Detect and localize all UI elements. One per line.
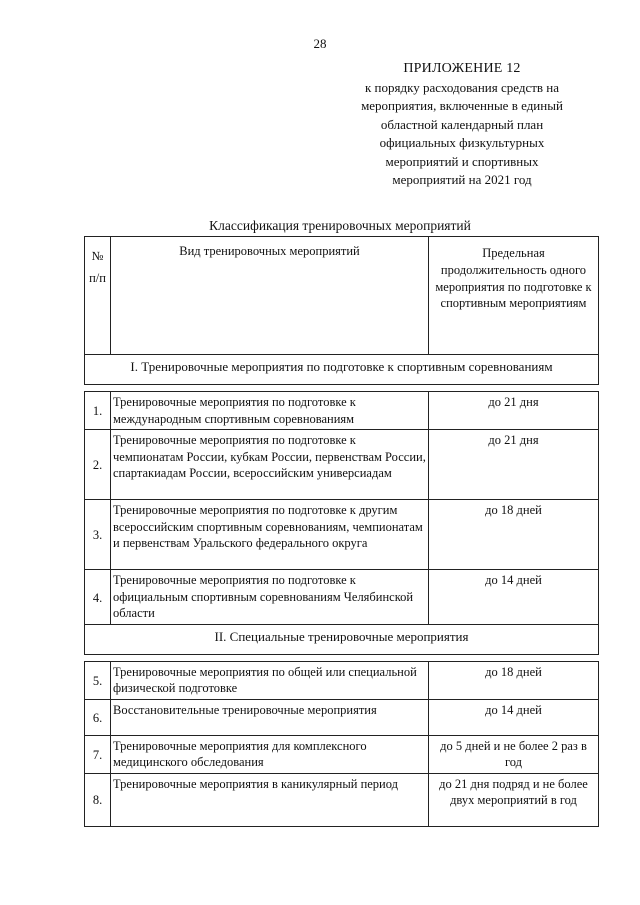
spacer [85, 654, 599, 661]
spacer-row [85, 385, 599, 392]
row-number: 5. [85, 661, 111, 699]
row-kind: Тренировочные мероприятия для комплексного медицинского обследования [111, 735, 429, 773]
table-row [85, 661, 599, 699]
spacer-row [85, 654, 599, 661]
row-duration: до 21 дня [429, 430, 599, 500]
row-number: 3. [85, 500, 111, 570]
section-title: I. Тренировочные мероприятия по подготовке к спортивным соревнованиям [85, 355, 599, 385]
appendix-line: мероприятий на 2021 год [392, 172, 532, 187]
appendix-block [320, 60, 604, 190]
header-kind: Вид тренировочных мероприятий [111, 237, 429, 355]
header-duration: Предельная продолжительность одного мероприятия по подготовке к спортивным мероприятиям [429, 237, 599, 355]
row-kind: Тренировочные мероприятия по общей или специальной физической подготовке [111, 661, 429, 699]
appendix-line: официальных физкультурных [379, 135, 545, 150]
table-row [85, 773, 599, 826]
row-kind: Тренировочные мероприятия в каникулярный период [111, 773, 429, 826]
row-duration: до 14 дней [429, 699, 599, 735]
table-row [85, 500, 599, 570]
section-title: II. Специальные тренировочные мероприятия [85, 624, 599, 654]
row-kind: Тренировочные мероприятия по подготовке к чемпионатам России, кубкам России, первенствам России, спартакиадам России, всероссийским универсиадам [111, 430, 429, 500]
table-row [85, 430, 599, 500]
row-duration: до 21 дня подряд и не более двух мероприятий в год [429, 773, 599, 826]
table-row [85, 699, 599, 735]
row-duration: до 5 дней и не более 2 раз в год [429, 735, 599, 773]
classification-table [84, 236, 599, 827]
row-number: 8. [85, 773, 111, 826]
row-kind: Тренировочные мероприятия по подготовке к другим всероссийским спортивным соревнованиям, чемпионатам и первенствам Уральского федерального округа [111, 500, 429, 570]
appendix-title: ПРИЛОЖЕНИЕ 12 [403, 61, 521, 76]
row-number: 6. [85, 699, 111, 735]
table-row [85, 570, 599, 625]
row-number: 4. [85, 570, 111, 625]
page-number: 28 [313, 36, 327, 51]
row-kind: Тренировочные мероприятия по подготовке к международным спортивным соревнованиям [111, 392, 429, 430]
row-number: 7. [85, 735, 111, 773]
table-row [85, 392, 599, 430]
row-kind: Восстановительные тренировочные мероприятия [111, 699, 429, 735]
appendix-line: областной календарный план [380, 116, 544, 132]
row-kind: Тренировочные мероприятия по подготовке к официальным спортивным соревнованиям Челябинской области [111, 570, 429, 625]
spacer [85, 385, 599, 392]
appendix-line: мероприятий и спортивных [385, 153, 539, 169]
header-number-sign: № [91, 249, 104, 263]
header-number [85, 237, 111, 355]
row-duration: до 18 дней [429, 500, 599, 570]
table-row [85, 735, 599, 773]
section-row [85, 355, 599, 385]
row-duration: до 14 дней [429, 570, 599, 625]
row-duration: до 21 дня [429, 392, 599, 430]
appendix-line: к порядку расходования средств на [364, 79, 560, 95]
document-title: Классификация тренировочных мероприятий [209, 218, 471, 233]
row-number: 1. [85, 392, 111, 430]
row-duration: до 18 дней [429, 661, 599, 699]
section-row [85, 624, 599, 654]
header-number-pp: п/п [89, 271, 106, 285]
table-header-row [85, 237, 599, 355]
row-number: 2. [85, 430, 111, 500]
appendix-line: мероприятия, включенные в единый [361, 98, 563, 113]
